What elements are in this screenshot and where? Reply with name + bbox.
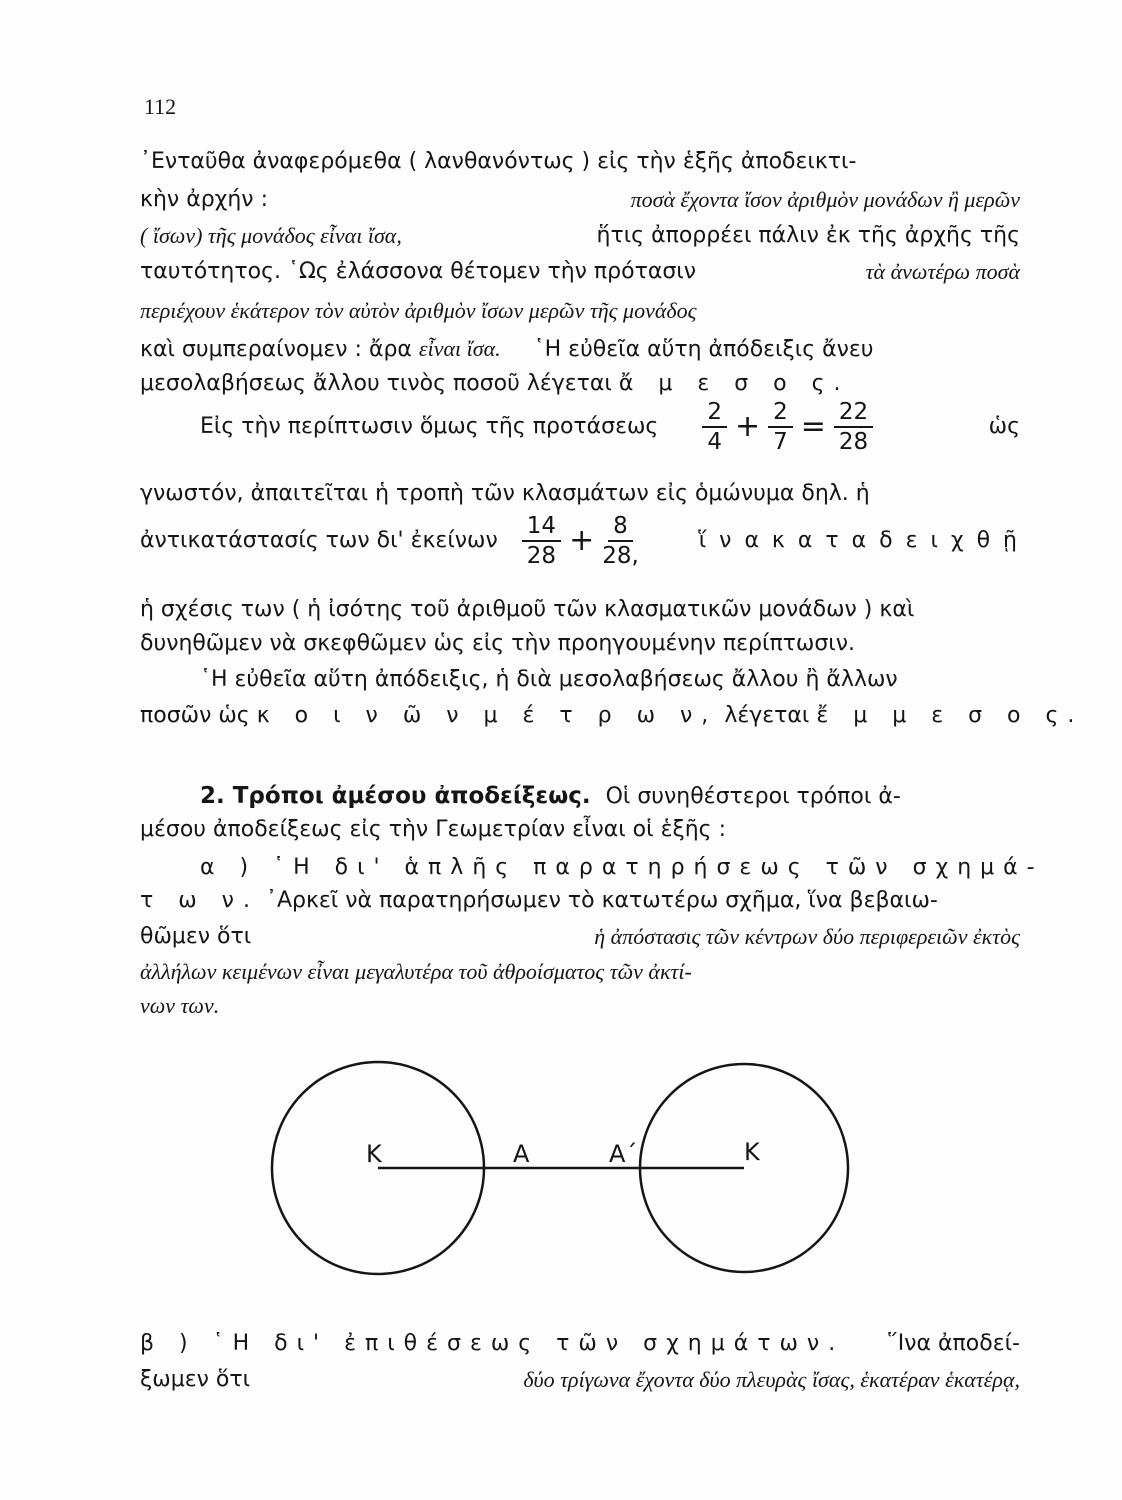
text-line: ( ἴσων) τῆς μονάδος εἶναι ἴσα, ἥτις ἀπορρέει πάλιν ἐκ τῆς ἀρχῆς τῆς (140, 223, 1020, 248)
text-line: ἡ σχέσις των ( ἡ ἰσότης τοῦ ἀριθμοῦ τῶν κλασματικῶν μονάδων ) καὶ (140, 597, 915, 622)
fraction: $\frac{22}{28}$ (834, 398, 873, 456)
text-line: δυνηθῶμεν νὰ σκεφθῶμεν ὡς εἰς τὴν προηγουμένην περίπτωσιν. (140, 631, 856, 656)
equation-line: Εἰς τὴν περίπτωσιν ὅμως τῆς προτάσεως $\frac{2}{4}$ + $\frac{2}{7}$ = $\frac{22}{28}$ ὡς (200, 399, 1020, 455)
fraction: $\frac{8}{28,}$ (602, 513, 639, 569)
fraction: $\frac{14}{28}$ (522, 512, 561, 570)
text-line: μέσου ἀποδείξεως εἰς τὴν Γεωμετρίαν εἶναι οἱ ἑξῆς : (140, 817, 726, 842)
text-line: ταυτότητος. ῾Ως ἐλάσσονα θέτομεν τὴν πρότασιν τὰ ἀνωτέρω ποσὰ (140, 259, 1020, 284)
page-number: 112 (144, 94, 177, 119)
section-heading-line: 2. Τρόποι ἀμέσου ἀποδείξεως. Οἱ συνηθέστεροι τρόποι ἀ- (200, 783, 901, 809)
label-k-right: Κ (744, 1138, 760, 1166)
text-line: νων των. (140, 993, 220, 1018)
text-line: ῾Η εὐθεῖα αὕτη ἀπόδειξις, ἡ διὰ μεσολαβήσεως ἄλλου ἢ ἄλλων (200, 667, 898, 692)
equation-line: ἀντικατάστασίς των δι' ἐκείνων $\frac{14}{28}$ + $\frac{8}{28,}$ ἵ ν α κ α τ α δ ε ι χ θ ῇ (140, 513, 1020, 569)
fraction: $\frac{2}{4}$ (702, 398, 727, 456)
text-line: ξωμεν ὅτι δύο τρίγωνα ἔχοντα δύο πλευρὰς ἴσας, ἑκατέραν ἑκατέρᾳ, (140, 1367, 1020, 1392)
label-k-left: Κ (366, 1140, 382, 1168)
emphasis-term: ἄ μ ε σ ο ς. (618, 371, 850, 396)
text-line: ᾿Ενταῦθα ἀναφερόμεθα ( λανθανόντως ) εἰς τὴν ἑξῆς ἀποδεικτι- (140, 149, 857, 174)
fraction: $\frac{2}{7}$ (768, 398, 793, 456)
text-line: ἀλλήλων κειμένων εἶναι μεγαλυτέρα τοῦ ἀθροίσματος τῶν ἀκτί- (140, 959, 692, 984)
text-line: τ ω ν. ᾿Αρκεῖ νὰ παρατηρήσωμεν τὸ κατωτέρω σχῆμα, ἵνα βεβαιω- (140, 888, 938, 913)
section-heading: 2. Τρόποι ἀμέσου ἀποδείξεως. (200, 783, 591, 809)
text-line: β ) ῾Η δι' ἐπιθέσεως τῶν σχημάτων. ῞Ινα ἀποδεί- (140, 1331, 1020, 1356)
text-line: περιέχουν ἑκάτερον τὸν αὐτὸν ἀριθμὸν ἴσων μερῶν τῆς μονάδος (140, 298, 697, 323)
label-a: Α (513, 1140, 530, 1168)
text-line: α ) ῾Η δι' ἁπλῆς παρατηρήσεως τῶν σχημά- (200, 855, 1044, 880)
text-line: μεσολαβήσεως ἄλλου τινὸς ποσοῦ λέγεται ἄ μ ε σ ο ς. (140, 371, 850, 396)
text-line: θῶμεν ὅτι ἡ ἀπόστασις τῶν κέντρων δύο περιφερειῶν ἐκτὸς (140, 924, 1020, 949)
text-line: γνωστόν, ἀπαιτεῖται ἡ τροπὴ τῶν κλασμάτων εἰς ὁμώνυμα δηλ. ἡ (140, 481, 870, 506)
text-line: ποσῶν ὡς κ ο ι ν ῶ ν μ έ τ ρ ω ν, λέγεται ἔ μ μ ε σ ο ς. (140, 703, 1084, 728)
label-a-prime: Α΄ (609, 1140, 638, 1168)
text-line: κὴν ἀρχήν : ποσὰ ἔχοντα ἴσον ἀριθμὸν μονάδων ἢ μερῶν (140, 187, 1020, 212)
text-line: καὶ συμπεραίνομεν : ἄρα εἶναι ἴσα. ῾Η εὐθεῖα αὕτη ἀπόδειξις ἄνευ (140, 336, 874, 362)
